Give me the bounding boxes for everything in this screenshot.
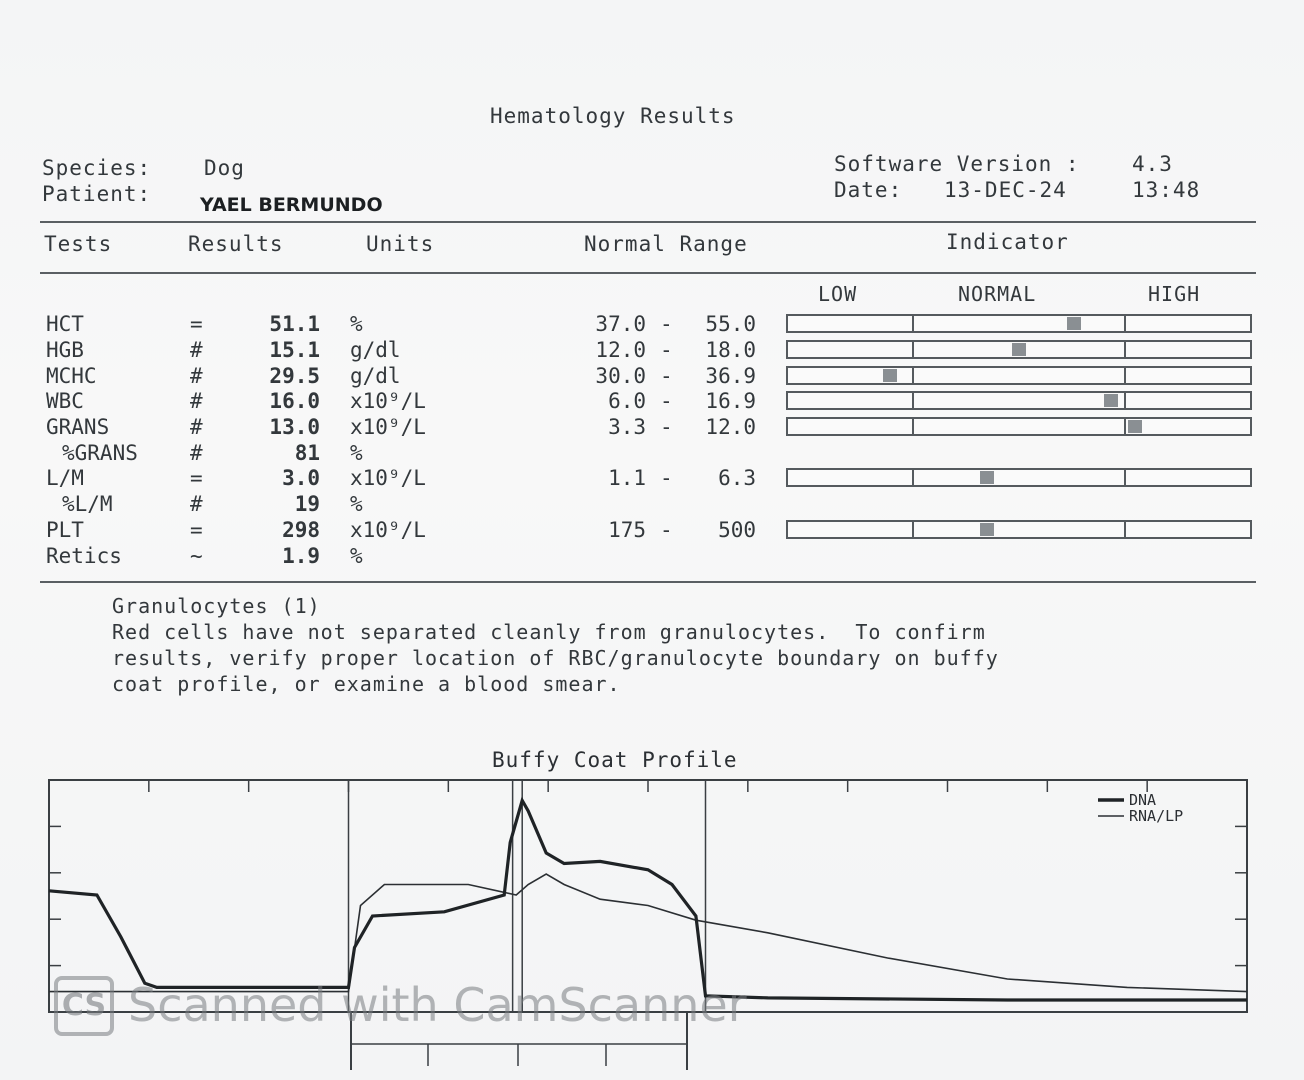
indicator-bar bbox=[786, 391, 1252, 410]
result-value: 81 bbox=[294, 441, 320, 465]
indicator-divider-high bbox=[1124, 520, 1126, 539]
indicator-bar bbox=[786, 417, 1252, 436]
indicator-low-label: LOW bbox=[818, 282, 858, 306]
range-low: 1.1 bbox=[608, 466, 646, 490]
indicator-divider-high bbox=[1124, 417, 1126, 436]
report-date: 13-DEC-24 bbox=[944, 178, 1067, 202]
result-value: 29.5 bbox=[269, 364, 320, 388]
range-dash: - bbox=[660, 518, 673, 542]
range-high: 18.0 bbox=[705, 338, 756, 362]
test-name: L/M bbox=[46, 466, 84, 490]
test-name: PLT bbox=[46, 518, 84, 542]
range-dash: - bbox=[660, 338, 673, 362]
range-low: 30.0 bbox=[595, 364, 646, 388]
range-dash: - bbox=[660, 466, 673, 490]
result-value: 298 bbox=[282, 518, 320, 542]
indicator-divider-low bbox=[912, 520, 914, 539]
indicator-marker bbox=[980, 471, 994, 484]
indicator-bar bbox=[786, 520, 1252, 539]
indicator-bar bbox=[786, 366, 1252, 385]
range-high: 12.0 bbox=[705, 415, 756, 439]
comment-line-1: Red cells have not separated cleanly from granulocytes. To confirm bbox=[112, 620, 986, 644]
result-flag: = bbox=[190, 466, 203, 490]
indicator-bar bbox=[786, 340, 1252, 359]
result-value: 3.0 bbox=[282, 466, 320, 490]
indicator-divider-high bbox=[1124, 314, 1126, 333]
indicator-marker bbox=[980, 523, 994, 536]
result-unit: % bbox=[350, 492, 363, 516]
indicator-marker bbox=[883, 369, 897, 382]
indicator-divider-low bbox=[912, 366, 914, 385]
table-row bbox=[0, 518, 1304, 544]
chart-ticks bbox=[49, 780, 1247, 966]
result-unit: x10⁹/L bbox=[350, 389, 426, 413]
indicator-divider-low bbox=[912, 468, 914, 487]
legend-rna-label: RNA/LP bbox=[1129, 807, 1184, 825]
indicator-divider-high bbox=[1124, 340, 1126, 359]
table-row bbox=[0, 466, 1304, 492]
comment-line-2: results, verify proper location of RBC/granulocyte boundary on buffy bbox=[112, 646, 999, 670]
indicator-high-label: HIGH bbox=[1148, 282, 1201, 306]
series-rna-lp-line bbox=[49, 874, 1247, 992]
chart-title: Buffy Coat Profile bbox=[492, 748, 738, 772]
report-title: Hematology Results bbox=[490, 104, 736, 128]
result-flag: # bbox=[190, 492, 203, 516]
test-name: GRANS bbox=[46, 415, 110, 439]
table-row bbox=[0, 544, 1304, 570]
range-dash: - bbox=[660, 389, 673, 413]
results-rule bbox=[40, 581, 1256, 583]
result-flag: # bbox=[190, 338, 203, 362]
table-row bbox=[0, 364, 1304, 390]
indicator-divider-low bbox=[912, 391, 914, 410]
indicator-marker bbox=[1104, 394, 1118, 407]
result-value: 13.0 bbox=[269, 415, 320, 439]
result-flag: = bbox=[190, 518, 203, 542]
indicator-divider-low bbox=[912, 417, 914, 436]
header-rule-bottom bbox=[40, 272, 1256, 274]
indicator-divider-high bbox=[1124, 391, 1126, 410]
result-unit: % bbox=[350, 544, 363, 568]
comment-heading: Granulocytes (1) bbox=[112, 594, 321, 618]
result-unit: g/dl bbox=[350, 338, 401, 362]
patient-label: Patient: bbox=[42, 182, 152, 206]
patient-name: YAEL BERMUNDO bbox=[200, 194, 383, 216]
header-results: Results bbox=[188, 232, 284, 256]
result-unit: g/dl bbox=[350, 364, 401, 388]
range-dash: - bbox=[660, 364, 673, 388]
header-rule-top bbox=[40, 221, 1256, 223]
indicator-marker bbox=[1067, 317, 1081, 330]
test-name: Retics bbox=[46, 544, 122, 568]
test-name: %L/M bbox=[62, 492, 113, 516]
camscanner-logo: CS bbox=[54, 976, 114, 1036]
result-unit: % bbox=[350, 441, 363, 465]
test-name: HGB bbox=[46, 338, 84, 362]
result-value: 19 bbox=[294, 492, 320, 516]
result-unit: x10⁹/L bbox=[350, 466, 426, 490]
result-value: 1.9 bbox=[282, 544, 320, 568]
camscanner-watermark: Scanned with CamScanner bbox=[128, 978, 747, 1032]
result-flag: ~ bbox=[190, 544, 203, 568]
range-dash: - bbox=[660, 415, 673, 439]
software-version-value: 4.3 bbox=[1132, 152, 1173, 176]
range-low: 175 bbox=[608, 518, 646, 542]
indicator-marker bbox=[1012, 343, 1026, 356]
header-indicator: Indicator bbox=[946, 230, 1069, 254]
table-row bbox=[0, 492, 1304, 518]
result-flag: # bbox=[190, 389, 203, 413]
report-time: 13:48 bbox=[1132, 178, 1201, 202]
result-flag: # bbox=[190, 441, 203, 465]
indicator-divider-high bbox=[1124, 468, 1126, 487]
comment-line-3: coat profile, or examine a blood smear. bbox=[112, 672, 621, 696]
table-row bbox=[0, 338, 1304, 364]
indicator-normal-label: NORMAL bbox=[958, 282, 1037, 306]
test-name: HCT bbox=[46, 312, 84, 336]
indicator-divider-high bbox=[1124, 366, 1126, 385]
result-value: 51.1 bbox=[269, 312, 320, 336]
test-name: WBC bbox=[46, 389, 84, 413]
species-value: Dog bbox=[204, 156, 245, 180]
chart-legend bbox=[1098, 791, 1183, 825]
range-low: 3.3 bbox=[608, 415, 646, 439]
result-flag: # bbox=[190, 364, 203, 388]
header-units: Units bbox=[366, 232, 435, 256]
indicator-marker bbox=[1128, 420, 1142, 433]
header-normal-range: Normal Range bbox=[584, 232, 748, 256]
range-dash: - bbox=[660, 312, 673, 336]
table-row bbox=[0, 312, 1304, 338]
table-row bbox=[0, 441, 1304, 467]
result-unit: % bbox=[350, 312, 363, 336]
range-high: 500 bbox=[718, 518, 756, 542]
result-unit: x10⁹/L bbox=[350, 415, 426, 439]
range-low: 6.0 bbox=[608, 389, 646, 413]
result-unit: x10⁹/L bbox=[350, 518, 426, 542]
table-row bbox=[0, 415, 1304, 441]
result-value: 16.0 bbox=[269, 389, 320, 413]
test-name: %GRANS bbox=[62, 441, 138, 465]
series-dna-line bbox=[49, 801, 1247, 1001]
indicator-divider-low bbox=[912, 314, 914, 333]
date-label: Date: bbox=[834, 178, 903, 202]
range-high: 36.9 bbox=[705, 364, 756, 388]
indicator-divider-low bbox=[912, 340, 914, 359]
table-row bbox=[0, 389, 1304, 415]
result-flag: # bbox=[190, 415, 203, 439]
range-low: 37.0 bbox=[595, 312, 646, 336]
species-label: Species: bbox=[42, 156, 152, 180]
result-flag: = bbox=[190, 312, 203, 336]
test-name: MCHC bbox=[46, 364, 97, 388]
range-high: 55.0 bbox=[705, 312, 756, 336]
indicator-bar bbox=[786, 468, 1252, 487]
result-value: 15.1 bbox=[269, 338, 320, 362]
legend-dna-label: DNA bbox=[1129, 791, 1157, 809]
header-tests: Tests bbox=[44, 232, 113, 256]
software-version-label: Software Version : bbox=[834, 152, 1080, 176]
indicator-bar bbox=[786, 314, 1252, 333]
range-high: 16.9 bbox=[705, 389, 756, 413]
range-high: 6.3 bbox=[718, 466, 756, 490]
range-low: 12.0 bbox=[595, 338, 646, 362]
